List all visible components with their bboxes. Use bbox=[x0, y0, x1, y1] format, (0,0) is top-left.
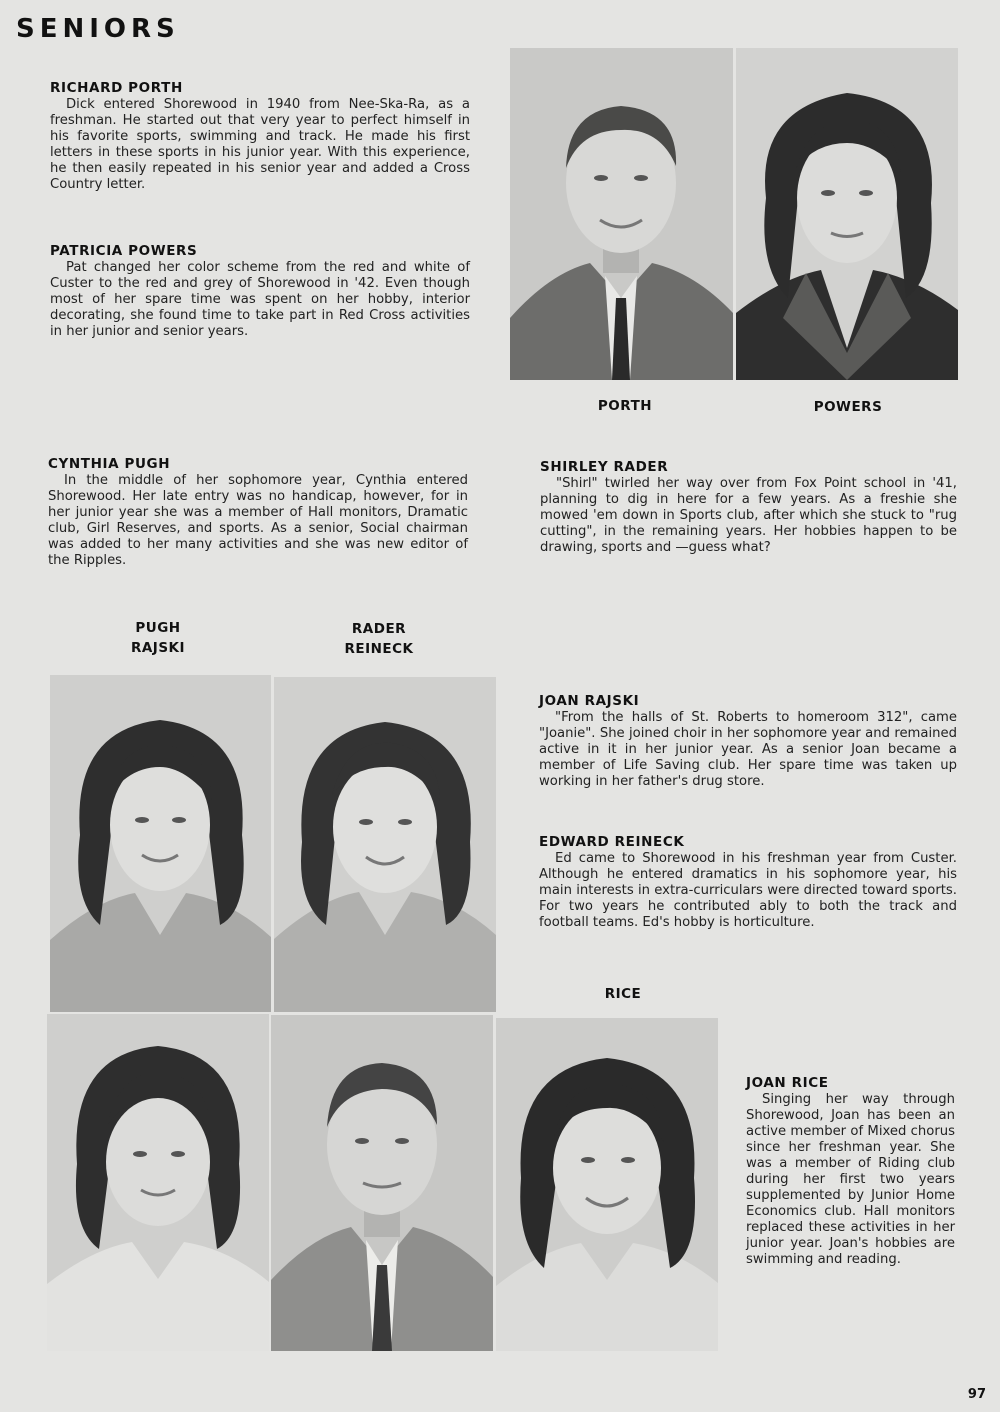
portrait-photo-pugh bbox=[50, 675, 271, 1012]
bio-name: PATRICIA POWERS bbox=[50, 243, 198, 259]
bio-joan-rajski bbox=[539, 693, 957, 790]
female-portrait-icon bbox=[274, 677, 496, 1012]
bio-text: "From the halls of St. Roberts to homeroom 312", came "Joanie". She joined choir in her sophomore year and remained active in it in her junior year. As a senior Joan became a member of Life Saving club. Her spare time was taken up working in her father's drug store. bbox=[539, 710, 957, 789]
portrait-photo-powers bbox=[736, 48, 958, 380]
female-portrait-icon bbox=[47, 1014, 269, 1351]
caption-rajski: RAJSKI bbox=[130, 640, 186, 656]
section-title: SENIORS bbox=[16, 14, 180, 44]
bio-shirley-rader bbox=[540, 459, 957, 556]
bio-cynthia-pugh bbox=[48, 456, 468, 569]
caption-reineck: REINECK bbox=[344, 641, 414, 657]
bio-name: EDWARD REINECK bbox=[539, 834, 685, 850]
caption-rice: RICE bbox=[604, 986, 642, 1002]
caption-pugh: PUGH bbox=[135, 620, 181, 636]
bio-text: Ed came to Shorewood in his freshman year from Custer. Although he entered dramatics in his sophomore year, his main interests in extra-curriculars were directed toward sports. For two years he contributed ably to both the track and football teams. Ed's hobby is horticulture. bbox=[539, 851, 957, 930]
portrait-photo-reineck bbox=[271, 1015, 493, 1351]
bio-patricia-powers bbox=[50, 243, 470, 340]
bio-edward-reineck bbox=[539, 834, 957, 931]
female-portrait-icon bbox=[50, 675, 271, 1012]
bio-text: Singing her way through Shorewood, Joan has been an active member of Mixed chorus since her freshman year. She was a member of Riding club during her first two years supplemented by Junior Home Economics club. Hall monitors replaced these activities in her junior year. Joan's hobbies are swimming and reading. bbox=[746, 1092, 955, 1267]
portrait-photo-porth bbox=[510, 48, 733, 380]
bio-richard-porth bbox=[50, 80, 470, 193]
caption-pugh-rajski bbox=[100, 618, 216, 658]
portrait-photo-rajski bbox=[47, 1014, 269, 1351]
bio-text: Pat changed her color scheme from the red and white of Custer to the red and grey of Shorewood in '42. Even though most of her spare time was spent on her hobby, interior decorating, she found time to take part in Red Cross activities in her junior and senior years. bbox=[50, 260, 470, 339]
bio-name: JOAN RICE bbox=[746, 1075, 829, 1091]
bio-name: JOAN RAJSKI bbox=[539, 693, 640, 709]
male-portrait-icon bbox=[510, 48, 733, 380]
bio-text: "Shirl" twirled her way over from Fox Point school in '41, planning to dig in here for a few years. As a freshie she mowed 'em down in Sports club, after which she stuck to "rug cutting", in the remaining years. Her hobbies happen to be drawing, sports and —guess what? bbox=[540, 476, 957, 555]
page-number: 97 bbox=[967, 1387, 986, 1402]
caption-powers: POWERS bbox=[813, 399, 883, 415]
caption-rader: RADER bbox=[351, 621, 407, 637]
portrait-photo-rader bbox=[274, 677, 496, 1012]
female-portrait-icon bbox=[496, 1018, 718, 1351]
bio-name: SHIRLEY RADER bbox=[540, 459, 669, 475]
bio-joan-rice bbox=[746, 1075, 955, 1268]
female-portrait-icon bbox=[736, 48, 958, 380]
bio-name: RICHARD PORTH bbox=[50, 80, 183, 96]
bio-name: CYNTHIA PUGH bbox=[48, 456, 171, 472]
portrait-photo-rice bbox=[496, 1018, 718, 1351]
bio-text: In the middle of her sophomore year, Cynthia entered Shorewood. Her late entry was no handicap, however, for in her junior year she was a member of Hall monitors, Dramatic club, Girl Reserves, and sports. As a senior, Social chairman was added to her many activities and she was new editor of the Ripples. bbox=[48, 473, 468, 568]
male-portrait-icon bbox=[271, 1015, 493, 1351]
caption-rader-reineck bbox=[320, 619, 438, 659]
caption-porth: PORTH bbox=[597, 398, 653, 414]
bio-text: Dick entered Shorewood in 1940 from Nee-Ska-Ra, as a freshman. He started out that very year to perfect himself in his favorite sports, swimming and track. He made his first letters in these sports in his junior year. With this experience, he then easily repeated in his senior year and added a Cross Country letter. bbox=[50, 97, 470, 192]
